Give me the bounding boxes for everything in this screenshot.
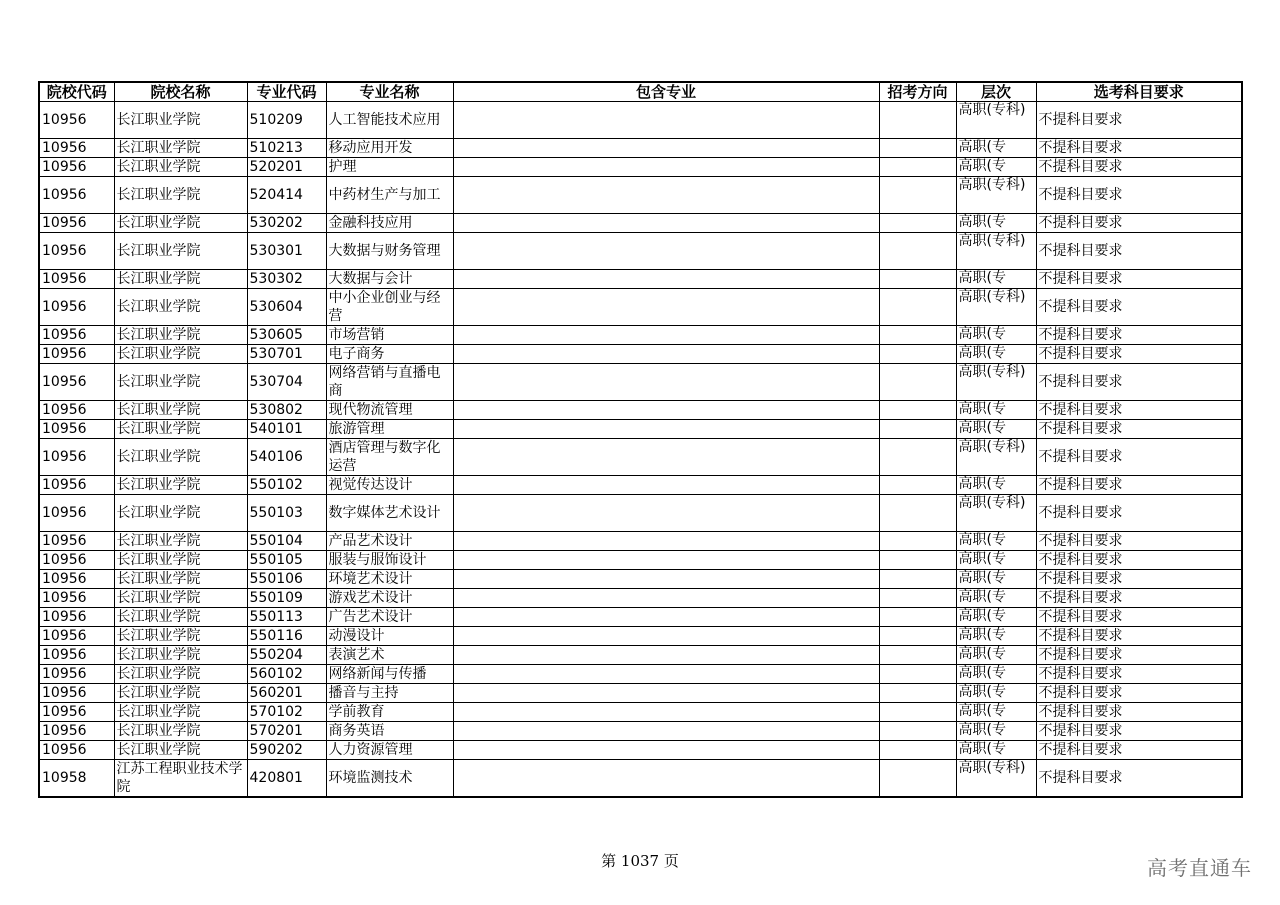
cell-direction bbox=[879, 570, 956, 589]
cell-major-name: 护理 bbox=[326, 158, 453, 177]
table-row bbox=[39, 665, 1242, 684]
cell-direction bbox=[879, 684, 956, 703]
cell-school-name: 长江职业学院 bbox=[114, 627, 247, 646]
cell-major-name: 中药材生产与加工 bbox=[326, 177, 453, 214]
cell-direction bbox=[879, 401, 956, 420]
cell-school-name: 江苏工程职业技术学院 bbox=[114, 760, 247, 798]
cell-level: 高职(专 bbox=[956, 158, 1036, 177]
cell-included-majors bbox=[453, 741, 879, 760]
cell-school-code: 10956 bbox=[39, 684, 114, 703]
cell-requirement: 不提科目要求 bbox=[1036, 760, 1242, 798]
cell-school-code: 10956 bbox=[39, 139, 114, 158]
cell-level: 高职(专 bbox=[956, 420, 1036, 439]
table-row bbox=[39, 401, 1242, 420]
cell-level: 高职(专 bbox=[956, 684, 1036, 703]
cell-school-name: 长江职业学院 bbox=[114, 177, 247, 214]
table-row bbox=[39, 233, 1242, 270]
admission-table bbox=[38, 81, 1243, 798]
cell-level: 高职(专 bbox=[956, 665, 1036, 684]
cell-requirement: 不提科目要求 bbox=[1036, 139, 1242, 158]
cell-direction bbox=[879, 532, 956, 551]
cell-school-code: 10956 bbox=[39, 722, 114, 741]
cell-direction bbox=[879, 627, 956, 646]
cell-requirement: 不提科目要求 bbox=[1036, 476, 1242, 495]
cell-major-code: 530704 bbox=[247, 364, 326, 401]
cell-school-code: 10956 bbox=[39, 401, 114, 420]
cell-school-code: 10956 bbox=[39, 177, 114, 214]
cell-included-majors bbox=[453, 608, 879, 627]
cell-school-code: 10956 bbox=[39, 439, 114, 476]
cell-major-name: 移动应用开发 bbox=[326, 139, 453, 158]
cell-major-name: 酒店管理与数字化运营 bbox=[326, 439, 453, 476]
cell-major-name: 大数据与财务管理 bbox=[326, 233, 453, 270]
table-row bbox=[39, 439, 1242, 476]
cell-major-code: 530802 bbox=[247, 401, 326, 420]
table-row bbox=[39, 158, 1242, 177]
cell-major-code: 590202 bbox=[247, 741, 326, 760]
cell-included-majors bbox=[453, 476, 879, 495]
cell-direction bbox=[879, 326, 956, 345]
cell-requirement: 不提科目要求 bbox=[1036, 532, 1242, 551]
cell-level: 高职(专 bbox=[956, 551, 1036, 570]
table-row bbox=[39, 646, 1242, 665]
cell-school-name: 长江职业学院 bbox=[114, 646, 247, 665]
cell-included-majors bbox=[453, 684, 879, 703]
cell-included-majors bbox=[453, 139, 879, 158]
cell-included-majors bbox=[453, 364, 879, 401]
cell-major-code: 550102 bbox=[247, 476, 326, 495]
header-school-name: 院校名称 bbox=[114, 82, 247, 102]
cell-level: 高职(专 bbox=[956, 326, 1036, 345]
cell-major-name: 播音与主持 bbox=[326, 684, 453, 703]
cell-school-name: 长江职业学院 bbox=[114, 345, 247, 364]
cell-school-name: 长江职业学院 bbox=[114, 570, 247, 589]
cell-included-majors bbox=[453, 158, 879, 177]
cell-level: 高职(专 bbox=[956, 703, 1036, 722]
cell-level: 高职(专科) bbox=[956, 439, 1036, 476]
table-row bbox=[39, 703, 1242, 722]
cell-included-majors bbox=[453, 233, 879, 270]
cell-school-code: 10956 bbox=[39, 345, 114, 364]
cell-school-code: 10956 bbox=[39, 233, 114, 270]
cell-major-name: 环境监测技术 bbox=[326, 760, 453, 798]
cell-direction bbox=[879, 551, 956, 570]
cell-major-code: 540101 bbox=[247, 420, 326, 439]
cell-requirement: 不提科目要求 bbox=[1036, 495, 1242, 532]
cell-major-code: 550103 bbox=[247, 495, 326, 532]
cell-major-name: 视觉传达设计 bbox=[326, 476, 453, 495]
cell-major-name: 现代物流管理 bbox=[326, 401, 453, 420]
cell-level: 高职(专 bbox=[956, 741, 1036, 760]
cell-direction bbox=[879, 233, 956, 270]
cell-level: 高职(专 bbox=[956, 532, 1036, 551]
cell-school-code: 10956 bbox=[39, 364, 114, 401]
table-row bbox=[39, 177, 1242, 214]
table-row bbox=[39, 532, 1242, 551]
cell-major-name: 商务英语 bbox=[326, 722, 453, 741]
cell-school-name: 长江职业学院 bbox=[114, 551, 247, 570]
table-row bbox=[39, 684, 1242, 703]
cell-requirement: 不提科目要求 bbox=[1036, 741, 1242, 760]
table-row bbox=[39, 551, 1242, 570]
cell-school-name: 长江职业学院 bbox=[114, 233, 247, 270]
cell-major-name: 电子商务 bbox=[326, 345, 453, 364]
cell-major-name: 学前教育 bbox=[326, 703, 453, 722]
cell-level: 高职(专科) bbox=[956, 102, 1036, 139]
cell-school-code: 10956 bbox=[39, 608, 114, 627]
cell-level: 高职(专科) bbox=[956, 495, 1036, 532]
cell-requirement: 不提科目要求 bbox=[1036, 722, 1242, 741]
cell-major-name: 市场营销 bbox=[326, 326, 453, 345]
cell-direction bbox=[879, 476, 956, 495]
cell-major-name: 大数据与会计 bbox=[326, 270, 453, 289]
cell-direction bbox=[879, 177, 956, 214]
table-row bbox=[39, 420, 1242, 439]
cell-major-name: 人工智能技术应用 bbox=[326, 102, 453, 139]
cell-school-name: 长江职业学院 bbox=[114, 214, 247, 233]
table-row bbox=[39, 608, 1242, 627]
cell-requirement: 不提科目要求 bbox=[1036, 177, 1242, 214]
cell-major-code: 550116 bbox=[247, 627, 326, 646]
header-row bbox=[39, 82, 1242, 102]
header-school-code: 院校代码 bbox=[39, 82, 114, 102]
cell-direction bbox=[879, 703, 956, 722]
cell-requirement: 不提科目要求 bbox=[1036, 326, 1242, 345]
cell-level: 高职(专 bbox=[956, 589, 1036, 608]
cell-requirement: 不提科目要求 bbox=[1036, 158, 1242, 177]
cell-school-name: 长江职业学院 bbox=[114, 289, 247, 326]
cell-included-majors bbox=[453, 401, 879, 420]
cell-direction bbox=[879, 158, 956, 177]
cell-school-name: 长江职业学院 bbox=[114, 741, 247, 760]
table-row bbox=[39, 570, 1242, 589]
cell-direction bbox=[879, 722, 956, 741]
table-body bbox=[39, 102, 1242, 798]
table-row bbox=[39, 289, 1242, 326]
cell-major-name: 表演艺术 bbox=[326, 646, 453, 665]
cell-requirement: 不提科目要求 bbox=[1036, 364, 1242, 401]
cell-school-code: 10956 bbox=[39, 102, 114, 139]
header-level: 层次 bbox=[956, 82, 1036, 102]
cell-major-name: 产品艺术设计 bbox=[326, 532, 453, 551]
cell-major-code: 560201 bbox=[247, 684, 326, 703]
cell-direction bbox=[879, 439, 956, 476]
cell-included-majors bbox=[453, 589, 879, 608]
cell-requirement: 不提科目要求 bbox=[1036, 589, 1242, 608]
cell-school-name: 长江职业学院 bbox=[114, 476, 247, 495]
cell-school-code: 10956 bbox=[39, 270, 114, 289]
cell-school-name: 长江职业学院 bbox=[114, 420, 247, 439]
cell-level: 高职(专科) bbox=[956, 760, 1036, 798]
cell-requirement: 不提科目要求 bbox=[1036, 233, 1242, 270]
cell-school-name: 长江职业学院 bbox=[114, 158, 247, 177]
cell-school-name: 长江职业学院 bbox=[114, 439, 247, 476]
cell-included-majors bbox=[453, 177, 879, 214]
cell-major-name: 数字媒体艺术设计 bbox=[326, 495, 453, 532]
table-row bbox=[39, 741, 1242, 760]
cell-major-code: 530302 bbox=[247, 270, 326, 289]
cell-school-code: 10956 bbox=[39, 420, 114, 439]
cell-major-code: 570201 bbox=[247, 722, 326, 741]
cell-school-code: 10956 bbox=[39, 646, 114, 665]
cell-school-code: 10956 bbox=[39, 532, 114, 551]
cell-direction bbox=[879, 420, 956, 439]
table-row bbox=[39, 760, 1242, 798]
cell-requirement: 不提科目要求 bbox=[1036, 420, 1242, 439]
table-row bbox=[39, 326, 1242, 345]
cell-requirement: 不提科目要求 bbox=[1036, 439, 1242, 476]
cell-major-code: 530701 bbox=[247, 345, 326, 364]
cell-level: 高职(专科) bbox=[956, 289, 1036, 326]
cell-school-code: 10956 bbox=[39, 589, 114, 608]
cell-school-name: 长江职业学院 bbox=[114, 401, 247, 420]
cell-major-code: 510209 bbox=[247, 102, 326, 139]
cell-school-name: 长江职业学院 bbox=[114, 102, 247, 139]
cell-school-code: 10956 bbox=[39, 476, 114, 495]
cell-included-majors bbox=[453, 439, 879, 476]
cell-included-majors bbox=[453, 551, 879, 570]
table-row bbox=[39, 476, 1242, 495]
page-number: 第 1037 页 bbox=[601, 852, 679, 870]
table-row bbox=[39, 589, 1242, 608]
cell-requirement: 不提科目要求 bbox=[1036, 289, 1242, 326]
cell-school-name: 长江职业学院 bbox=[114, 684, 247, 703]
header-direction: 招考方向 bbox=[879, 82, 956, 102]
cell-school-code: 10956 bbox=[39, 570, 114, 589]
cell-major-name: 金融科技应用 bbox=[326, 214, 453, 233]
table-row bbox=[39, 214, 1242, 233]
cell-direction bbox=[879, 102, 956, 139]
cell-major-name: 网络新闻与传播 bbox=[326, 665, 453, 684]
cell-included-majors bbox=[453, 760, 879, 798]
cell-school-code: 10956 bbox=[39, 495, 114, 532]
cell-school-code: 10956 bbox=[39, 214, 114, 233]
cell-major-name: 游戏艺术设计 bbox=[326, 589, 453, 608]
cell-direction bbox=[879, 364, 956, 401]
cell-level: 高职(专科) bbox=[956, 233, 1036, 270]
cell-school-code: 10956 bbox=[39, 627, 114, 646]
cell-school-name: 长江职业学院 bbox=[114, 139, 247, 158]
cell-major-name: 环境艺术设计 bbox=[326, 570, 453, 589]
cell-requirement: 不提科目要求 bbox=[1036, 102, 1242, 139]
cell-included-majors bbox=[453, 532, 879, 551]
cell-school-code: 10956 bbox=[39, 551, 114, 570]
cell-school-name: 长江职业学院 bbox=[114, 364, 247, 401]
cell-direction bbox=[879, 345, 956, 364]
cell-included-majors bbox=[453, 665, 879, 684]
cell-school-name: 长江职业学院 bbox=[114, 589, 247, 608]
cell-requirement: 不提科目要求 bbox=[1036, 345, 1242, 364]
cell-major-code: 520414 bbox=[247, 177, 326, 214]
cell-major-code: 520201 bbox=[247, 158, 326, 177]
cell-major-code: 420801 bbox=[247, 760, 326, 798]
cell-major-code: 530604 bbox=[247, 289, 326, 326]
cell-included-majors bbox=[453, 646, 879, 665]
cell-direction bbox=[879, 214, 956, 233]
cell-level: 高职(专 bbox=[956, 345, 1036, 364]
cell-school-name: 长江职业学院 bbox=[114, 495, 247, 532]
table-row bbox=[39, 270, 1242, 289]
cell-level: 高职(专 bbox=[956, 139, 1036, 158]
cell-requirement: 不提科目要求 bbox=[1036, 608, 1242, 627]
cell-major-code: 550109 bbox=[247, 589, 326, 608]
cell-major-code: 540106 bbox=[247, 439, 326, 476]
cell-included-majors bbox=[453, 289, 879, 326]
cell-major-code: 530202 bbox=[247, 214, 326, 233]
cell-major-name: 服装与服饰设计 bbox=[326, 551, 453, 570]
cell-school-name: 长江职业学院 bbox=[114, 326, 247, 345]
cell-school-name: 长江职业学院 bbox=[114, 270, 247, 289]
header-included-majors: 包含专业 bbox=[453, 82, 879, 102]
cell-school-code: 10956 bbox=[39, 326, 114, 345]
cell-direction bbox=[879, 289, 956, 326]
cell-major-name: 中小企业创业与经营 bbox=[326, 289, 453, 326]
cell-school-name: 长江职业学院 bbox=[114, 532, 247, 551]
cell-requirement: 不提科目要求 bbox=[1036, 684, 1242, 703]
cell-included-majors bbox=[453, 627, 879, 646]
cell-level: 高职(专 bbox=[956, 270, 1036, 289]
cell-major-code: 550106 bbox=[247, 570, 326, 589]
table-row bbox=[39, 102, 1242, 139]
cell-major-code: 530605 bbox=[247, 326, 326, 345]
header-major-code: 专业代码 bbox=[247, 82, 326, 102]
cell-school-code: 10958 bbox=[39, 760, 114, 798]
cell-included-majors bbox=[453, 703, 879, 722]
cell-requirement: 不提科目要求 bbox=[1036, 703, 1242, 722]
cell-school-name: 长江职业学院 bbox=[114, 722, 247, 741]
cell-included-majors bbox=[453, 420, 879, 439]
cell-major-name: 旅游管理 bbox=[326, 420, 453, 439]
cell-major-name: 人力资源管理 bbox=[326, 741, 453, 760]
cell-school-code: 10956 bbox=[39, 741, 114, 760]
cell-level: 高职(专 bbox=[956, 214, 1036, 233]
table-row bbox=[39, 139, 1242, 158]
cell-included-majors bbox=[453, 102, 879, 139]
cell-requirement: 不提科目要求 bbox=[1036, 214, 1242, 233]
cell-requirement: 不提科目要求 bbox=[1036, 627, 1242, 646]
cell-school-name: 长江职业学院 bbox=[114, 608, 247, 627]
cell-direction bbox=[879, 495, 956, 532]
cell-school-code: 10956 bbox=[39, 289, 114, 326]
header-major-name: 专业名称 bbox=[326, 82, 453, 102]
cell-major-code: 550104 bbox=[247, 532, 326, 551]
cell-school-code: 10956 bbox=[39, 665, 114, 684]
cell-level: 高职(专科) bbox=[956, 364, 1036, 401]
cell-included-majors bbox=[453, 214, 879, 233]
cell-level: 高职(专 bbox=[956, 401, 1036, 420]
cell-requirement: 不提科目要求 bbox=[1036, 570, 1242, 589]
cell-level: 高职(专 bbox=[956, 646, 1036, 665]
cell-requirement: 不提科目要求 bbox=[1036, 646, 1242, 665]
cell-direction bbox=[879, 646, 956, 665]
table-row bbox=[39, 722, 1242, 741]
cell-major-code: 550204 bbox=[247, 646, 326, 665]
cell-direction bbox=[879, 270, 956, 289]
cell-direction bbox=[879, 760, 956, 798]
cell-level: 高职(专 bbox=[956, 627, 1036, 646]
cell-direction bbox=[879, 741, 956, 760]
cell-level: 高职(专科) bbox=[956, 177, 1036, 214]
cell-level: 高职(专 bbox=[956, 722, 1036, 741]
table-row bbox=[39, 627, 1242, 646]
cell-level: 高职(专 bbox=[956, 608, 1036, 627]
cell-major-code: 570102 bbox=[247, 703, 326, 722]
cell-school-code: 10956 bbox=[39, 703, 114, 722]
cell-major-name: 网络营销与直播电商 bbox=[326, 364, 453, 401]
cell-direction bbox=[879, 139, 956, 158]
cell-major-code: 530301 bbox=[247, 233, 326, 270]
cell-direction bbox=[879, 665, 956, 684]
cell-level: 高职(专 bbox=[956, 570, 1036, 589]
cell-requirement: 不提科目要求 bbox=[1036, 665, 1242, 684]
cell-included-majors bbox=[453, 495, 879, 532]
cell-major-code: 560102 bbox=[247, 665, 326, 684]
watermark-logo: 高考直通车 bbox=[1147, 856, 1252, 880]
header-requirement: 选考科目要求 bbox=[1036, 82, 1242, 102]
cell-included-majors bbox=[453, 722, 879, 741]
cell-school-name: 长江职业学院 bbox=[114, 665, 247, 684]
cell-included-majors bbox=[453, 570, 879, 589]
table-row bbox=[39, 364, 1242, 401]
table-row bbox=[39, 495, 1242, 532]
cell-requirement: 不提科目要求 bbox=[1036, 401, 1242, 420]
cell-requirement: 不提科目要求 bbox=[1036, 270, 1242, 289]
cell-major-name: 广告艺术设计 bbox=[326, 608, 453, 627]
table-row bbox=[39, 345, 1242, 364]
cell-included-majors bbox=[453, 270, 879, 289]
cell-requirement: 不提科目要求 bbox=[1036, 551, 1242, 570]
cell-direction bbox=[879, 589, 956, 608]
cell-major-name: 动漫设计 bbox=[326, 627, 453, 646]
cell-major-code: 550113 bbox=[247, 608, 326, 627]
cell-major-code: 550105 bbox=[247, 551, 326, 570]
cell-level: 高职(专 bbox=[956, 476, 1036, 495]
cell-school-name: 长江职业学院 bbox=[114, 703, 247, 722]
cell-direction bbox=[879, 608, 956, 627]
cell-school-code: 10956 bbox=[39, 158, 114, 177]
cell-major-code: 510213 bbox=[247, 139, 326, 158]
cell-included-majors bbox=[453, 326, 879, 345]
cell-included-majors bbox=[453, 345, 879, 364]
